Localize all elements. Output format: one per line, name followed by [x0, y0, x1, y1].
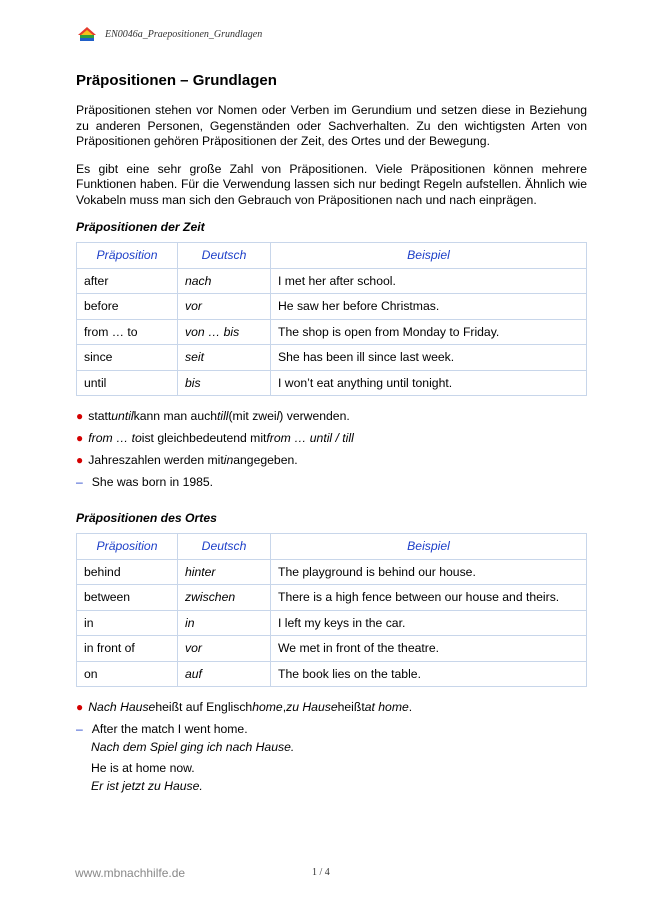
note-text: Jahreszahlen werden mit [88, 453, 224, 467]
example-item [76, 720, 587, 738]
table-header-row [77, 534, 587, 560]
cell-english: on [77, 661, 178, 687]
cell-english: in [77, 610, 178, 636]
cell-english: in front of [77, 636, 178, 662]
cell-english: after [77, 268, 178, 294]
cell-english: from … to [77, 319, 178, 345]
cell-german: seit [178, 345, 271, 371]
table-row [77, 661, 587, 687]
note-item [76, 449, 587, 471]
table-row [77, 268, 587, 294]
note-item [76, 696, 587, 718]
footer-url: www.mbnachhilfe.de [75, 866, 186, 880]
table-row [77, 370, 587, 396]
note-text: statt [88, 409, 112, 423]
note-text: , [282, 700, 287, 714]
note-text: heißt [337, 700, 365, 714]
notes-ort [76, 696, 587, 718]
note-italic: home [252, 700, 283, 714]
table-header-row [77, 243, 587, 269]
document-header [77, 24, 262, 44]
section-heading-zeit: Präpositionen der Zeit [76, 220, 205, 234]
cell-example: The book lies on the table. [271, 661, 587, 687]
note-italic: until [111, 409, 134, 423]
header-filename: EN0046a_Praepositionen_Grundlagen [105, 28, 263, 40]
example-translation: Er ist jetzt zu Hause. [91, 779, 203, 793]
note-italic: in [223, 453, 234, 467]
example-item [76, 471, 587, 493]
header-praeposition: Präposition [77, 534, 178, 560]
table-row [77, 294, 587, 320]
table-row [77, 319, 587, 345]
header-beispiel: Beispiel [271, 534, 587, 560]
cell-example: The playground is behind our house. [271, 559, 587, 585]
cell-german: vor [178, 294, 271, 320]
cell-example: I won’t eat anything until tonight. [271, 370, 587, 396]
red-bullet-icon: ● [76, 700, 84, 714]
cell-example: He saw her before Christmas. [271, 294, 587, 320]
colorful-house-logo-icon [77, 26, 97, 42]
blue-dash-icon: – [76, 475, 83, 489]
notes-zeit [76, 405, 587, 493]
header-beispiel: Beispiel [271, 243, 587, 269]
table-ort [76, 533, 587, 687]
table-row [77, 585, 587, 611]
cell-example: The shop is open from Monday to Friday. [271, 319, 587, 345]
note-text: angegeben. [233, 453, 298, 467]
table-row [77, 610, 587, 636]
note-text: ) verwenden. [279, 409, 350, 423]
cell-english: until [77, 370, 178, 396]
blue-dash-icon: – [76, 722, 83, 736]
note-text: ist gleichbedeutend mit [141, 431, 267, 445]
cell-english: before [77, 294, 178, 320]
note-text: kann man auch [133, 409, 217, 423]
examples-ort [76, 720, 587, 795]
note-text: . [408, 700, 413, 714]
footer-page-number: 1 / 4 [312, 867, 330, 878]
cell-german: von … bis [178, 319, 271, 345]
cell-german: bis [178, 370, 271, 396]
header-deutsch: Deutsch [178, 534, 271, 560]
table-zeit [76, 242, 587, 396]
header-deutsch: Deutsch [178, 243, 271, 269]
cell-example: I met her after school. [271, 268, 587, 294]
note-italic: zu Hause [286, 700, 338, 714]
cell-english: behind [77, 559, 178, 585]
example-translation: Nach dem Spiel ging ich nach Hause. [91, 740, 295, 754]
note-italic: till [216, 409, 229, 423]
cell-english: since [77, 345, 178, 371]
red-bullet-icon: ● [76, 453, 84, 467]
section-heading-ort: Präpositionen des Ortes [76, 511, 217, 525]
example-text: She was born in 1985. [91, 475, 214, 489]
note-text: heißt auf Englisch [155, 700, 253, 714]
cell-german: zwischen [178, 585, 271, 611]
cell-example: She has been ill since last week. [271, 345, 587, 371]
cell-german: in [178, 610, 271, 636]
note-text: (mit zwei [228, 409, 277, 423]
example-text: He is at home now. [91, 761, 195, 775]
intro-paragraph-2: Es gibt eine sehr große Zahl von Präpositionen. Viele Präpositionen können mehrere Funktionen haben. Für die Verwendung lassen sich nur bedingt Regeln aufstellen. Ähnlich wie Vokabeln muss man sich den Gebrauch von Präpositionen nach und nach einprägen. [76, 161, 587, 207]
table-row [77, 636, 587, 662]
note-italic: Nach Hause [88, 700, 156, 714]
note-italic: from … until / till [266, 431, 354, 445]
table-row [77, 345, 587, 371]
cell-example: I left my keys in the car. [271, 610, 587, 636]
red-bullet-icon: ● [76, 409, 84, 423]
note-italic: l [276, 409, 280, 423]
cell-english: between [77, 585, 178, 611]
red-bullet-icon: ● [76, 431, 84, 445]
note-italic: from … to [88, 431, 142, 445]
note-item [76, 405, 587, 427]
header-praeposition: Präposition [77, 243, 178, 269]
cell-german: hinter [178, 559, 271, 585]
cell-example: There is a high fence between our house and theirs. [271, 585, 587, 611]
page-title: Präpositionen – Grundlagen [76, 72, 277, 89]
note-italic: at home [364, 700, 409, 714]
table-row [77, 559, 587, 585]
document-body [76, 72, 587, 795]
intro-paragraph-1: Präpositionen stehen vor Nomen oder Verben im Gerundium und setzen diese in Beziehung zu anderen Personen, Gegenständen oder Sachverhalten. Zu den wichtigsten Arten von Präpositionen gehören Präpositionen der Zeit, des Ortes und der Bewegung. [76, 103, 587, 148]
cell-example: We met in front of the theatre. [271, 636, 587, 662]
cell-german: nach [178, 268, 271, 294]
example-text: After the match I went home. [91, 722, 248, 736]
note-item [76, 427, 587, 449]
cell-german: auf [178, 661, 271, 687]
cell-german: vor [178, 636, 271, 662]
